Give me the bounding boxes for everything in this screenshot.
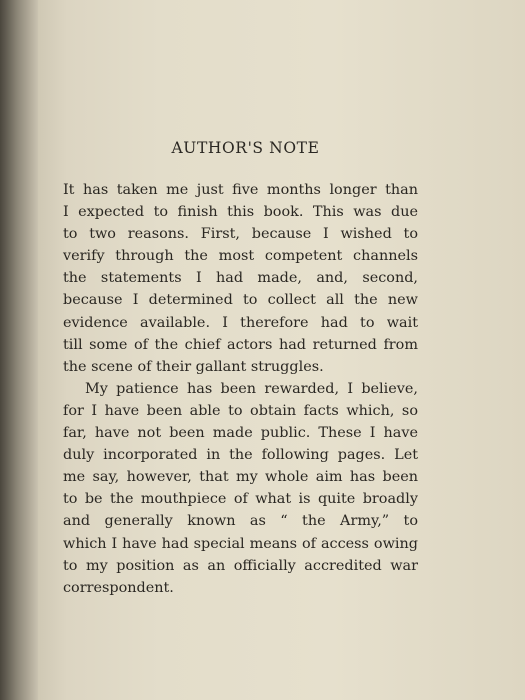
page-title: AUTHOR'S NOTE xyxy=(171,139,320,157)
text-line: correspondent. xyxy=(63,579,174,596)
page-text xyxy=(63,130,418,599)
text-line: to my position as an officially accredited war xyxy=(63,557,418,574)
book-gutter xyxy=(0,0,40,700)
text-line: far, have not been made public. These I have xyxy=(63,425,418,442)
text-line: I expected to finish this book. This was due xyxy=(63,204,418,221)
text-line: till some of the chief actors had returned from xyxy=(63,336,418,353)
text-line: evidence available. I therefore had to wait xyxy=(63,314,418,331)
text-line: My patience has been rewarded, I believe, xyxy=(85,380,418,397)
text-line: the statements I had made, and, second, xyxy=(63,270,418,287)
paragraph-2 xyxy=(63,378,418,599)
text-line: for I have been able to obtain facts which, so xyxy=(63,402,418,419)
text-line: duly incorporated in the following pages. Let xyxy=(63,447,418,464)
text-line: and generally known as “ the Army,” to xyxy=(63,513,418,530)
text-line: to two reasons. First, because I wished to xyxy=(63,226,418,243)
text-line: the scene of their gallant struggles. xyxy=(63,358,324,375)
text-line: me say, however, that my whole aim has been xyxy=(63,469,418,486)
text-line: to be the mouthpiece of what is quite broadly xyxy=(63,491,418,508)
text-line: which I have had special means of access owing xyxy=(63,535,418,552)
paragraph-1 xyxy=(63,179,418,378)
text-line: verify through the most competent channels xyxy=(63,248,418,265)
text-line: It has taken me just five months longer than xyxy=(63,182,418,198)
text-line: because I determined to collect all the new xyxy=(63,292,418,309)
